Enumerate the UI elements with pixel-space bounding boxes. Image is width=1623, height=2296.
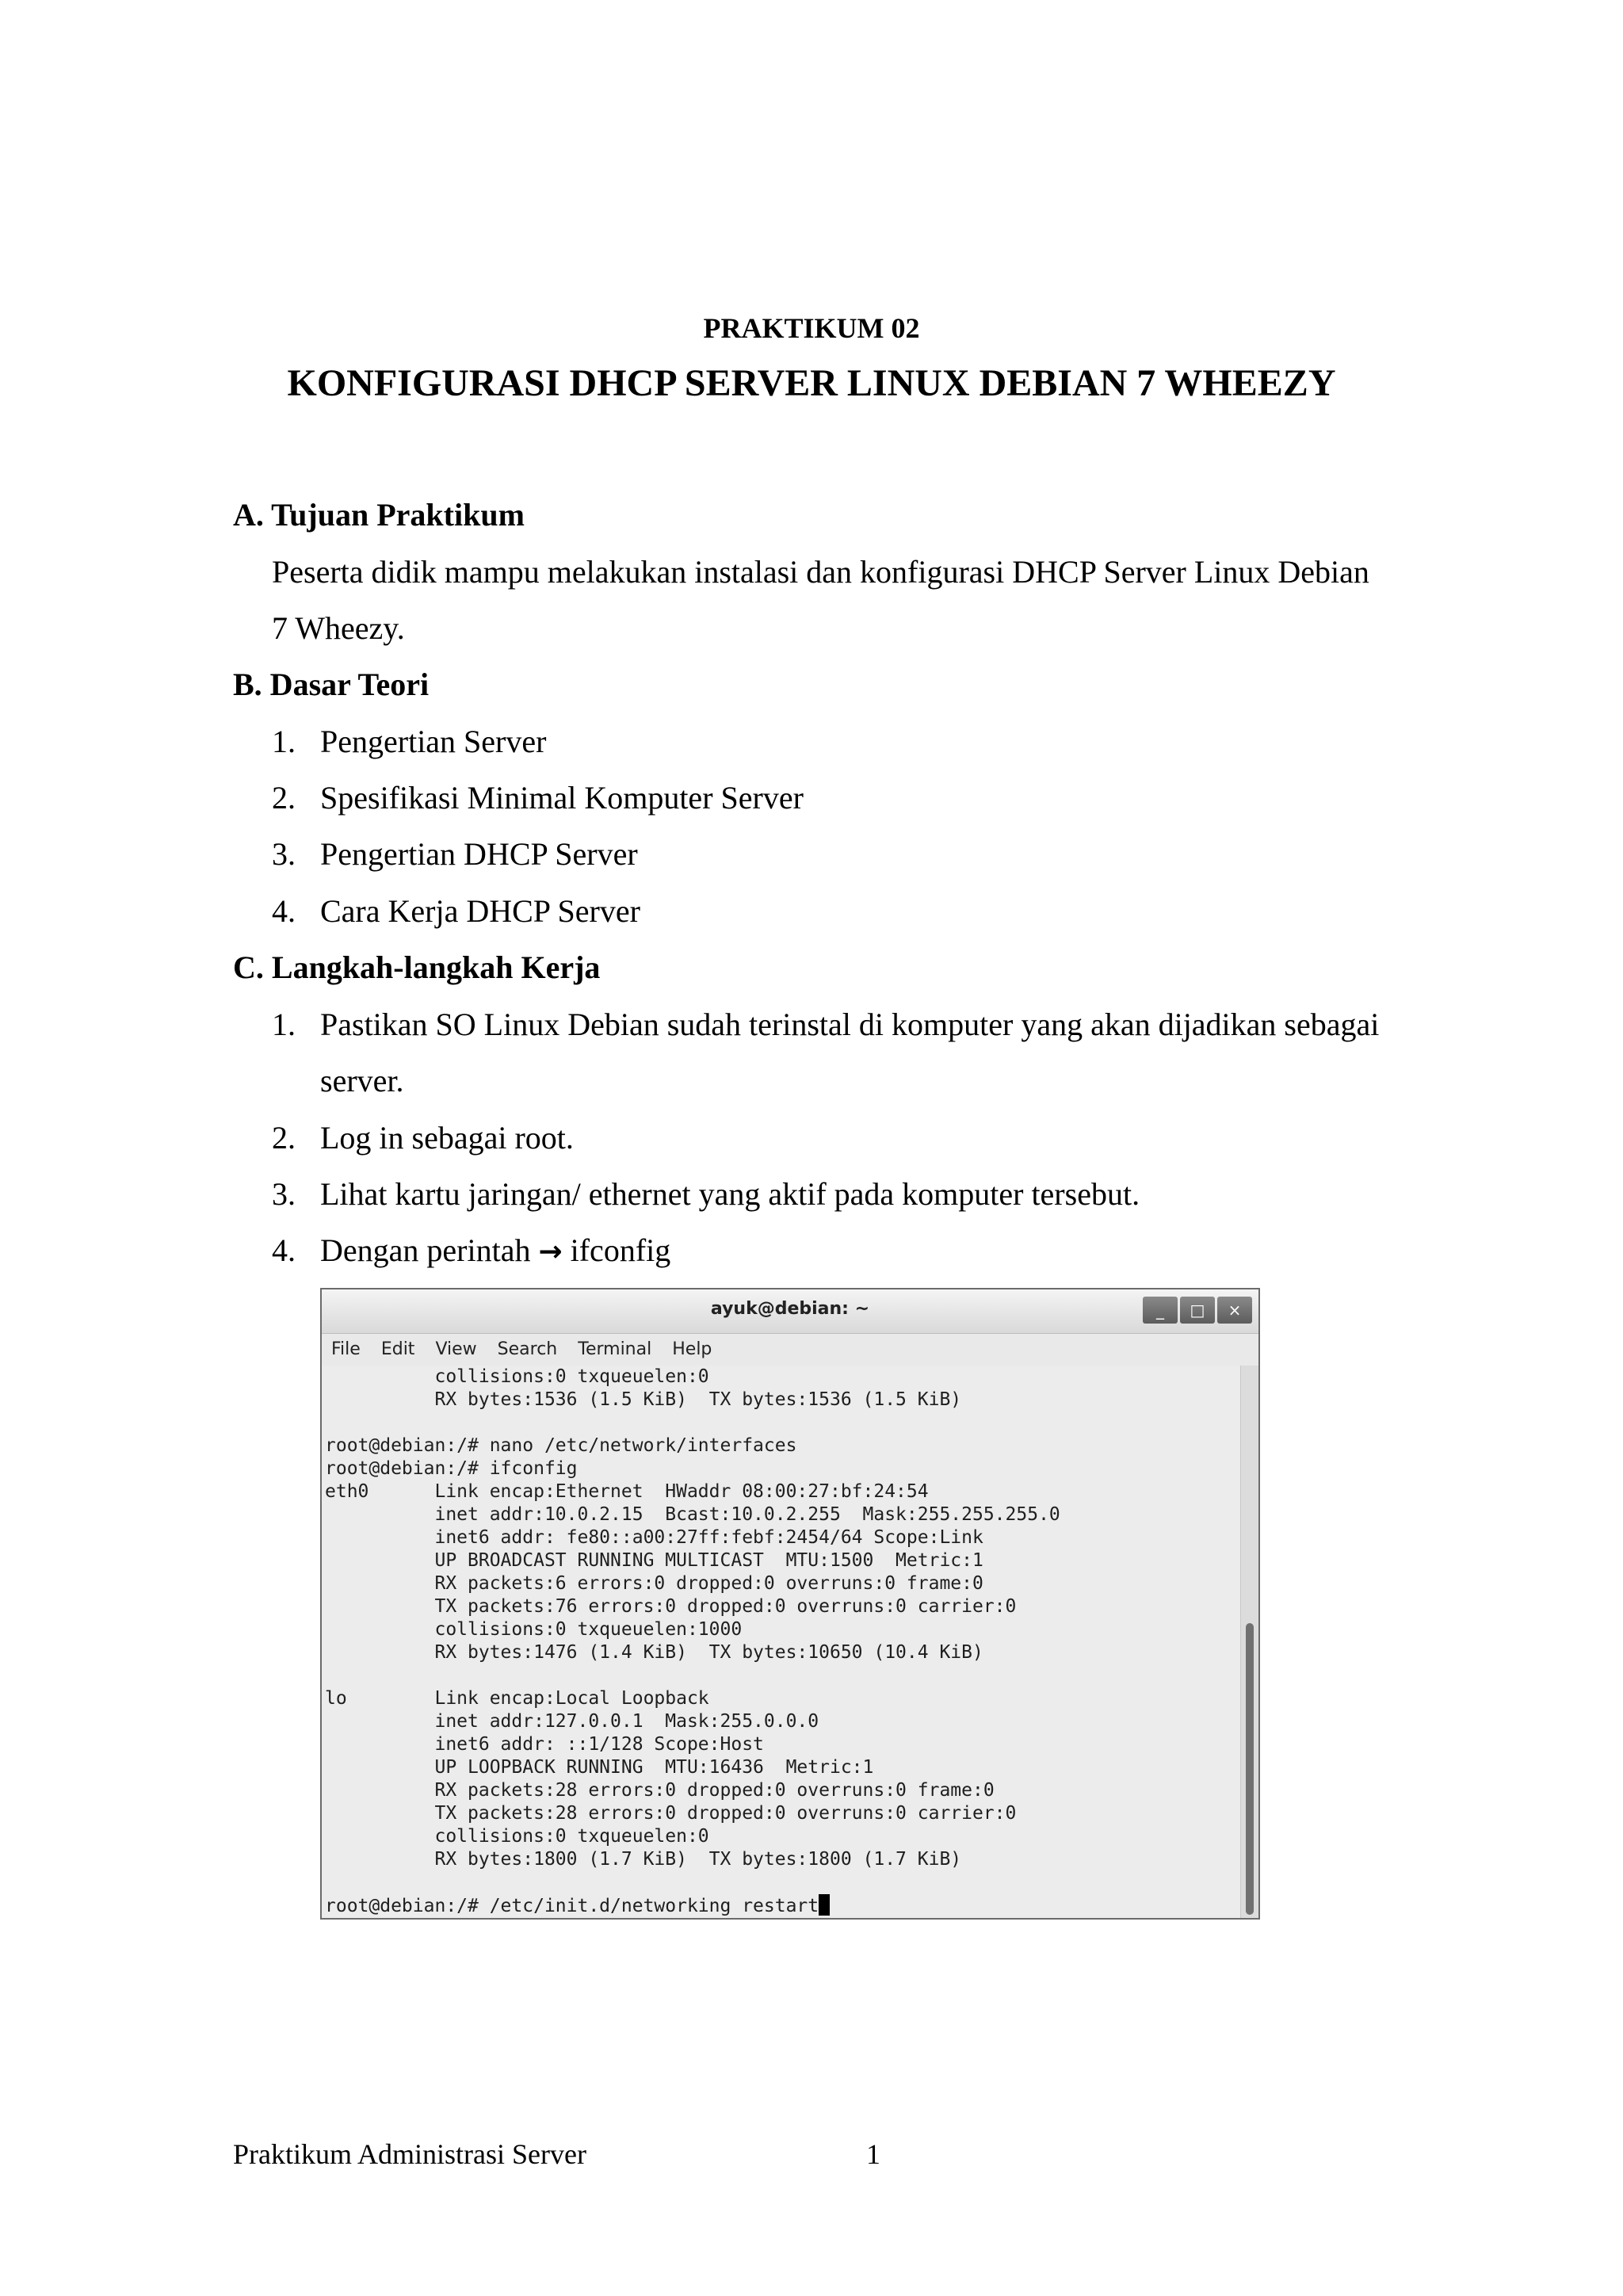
terminal-line: TX packets:76 errors:0 dropped:0 overruns:0 carrier:0	[325, 1596, 1017, 1617]
maximize-icon[interactable]: □	[1180, 1297, 1215, 1324]
section-b-item: Pengertian DHCP Server	[320, 836, 638, 872]
minimize-icon[interactable]: _	[1143, 1297, 1178, 1324]
section-c-item-number: 1.	[272, 1007, 296, 1042]
terminal-title: ayuk@debian: ~	[710, 1299, 870, 1319]
terminal-line: UP LOOPBACK RUNNING MTU:16436 Metric:1	[325, 1757, 874, 1778]
command-name: ifconfig	[570, 1232, 671, 1268]
window-controls	[1143, 1297, 1252, 1324]
terminal-titlebar[interactable]	[322, 1289, 1258, 1334]
terminal-line: inet addr:127.0.0.1 Mask:255.0.0.0	[325, 1711, 819, 1732]
terminal-line: TX packets:28 errors:0 dropped:0 overruns:0 carrier:0	[325, 1803, 1017, 1824]
section-b-item-number: 2.	[272, 780, 296, 816]
section-c-heading: C. Langkah-langkah Kerja	[233, 949, 601, 985]
terminal-line: root@debian:/# nano /etc/network/interfaces	[325, 1435, 797, 1456]
section-c-item-number: 3.	[272, 1176, 296, 1212]
close-icon[interactable]: ×	[1217, 1297, 1252, 1324]
section-b-item-number: 4.	[272, 893, 296, 929]
section-c-item-continuation: server.	[320, 1063, 404, 1098]
terminal-scrollbar[interactable]	[1240, 1366, 1258, 1918]
terminal-line: lo Link encap:Local Loopback	[325, 1688, 709, 1709]
terminal-lines	[325, 1366, 1060, 1918]
document-subtitle: PRAKTIKUM 02	[703, 312, 920, 344]
document-title: KONFIGURASI DHCP SERVER LINUX DEBIAN 7 WHEEZY	[287, 362, 1336, 404]
terminal-prompt-line	[325, 1894, 1060, 1918]
terminal-window	[320, 1288, 1260, 1920]
section-c-item: Log in sebagai root.	[320, 1120, 574, 1156]
section-b-item: Spesifikasi Minimal Komputer Server	[320, 780, 804, 816]
terminal-line: collisions:0 txqueuelen:0	[325, 1366, 709, 1387]
command-intro-text: Dengan perintah	[320, 1232, 531, 1268]
terminal-line: RX bytes:1536 (1.5 KiB) TX bytes:1536 (1.5 KiB)	[325, 1389, 962, 1410]
section-a-heading: A. Tujuan Praktikum	[233, 497, 525, 533]
section-c-item-command	[320, 1231, 670, 1272]
scrollbar-thumb[interactable]	[1246, 1623, 1254, 1915]
terminal-line: collisions:0 txqueuelen:1000	[325, 1619, 743, 1640]
terminal-line: RX bytes:1800 (1.7 KiB) TX bytes:1800 (1.7 KiB)	[325, 1849, 962, 1870]
terminal-line: UP BROADCAST RUNNING MULTICAST MTU:1500 Metric:1	[325, 1550, 983, 1571]
terminal-line: RX packets:6 errors:0 dropped:0 overruns:0 frame:0	[325, 1573, 983, 1594]
terminal-line: inet6 addr: fe80::a00:27ff:febf:2454/64 Scope:Link	[325, 1527, 983, 1548]
section-b-heading: B. Dasar Teori	[233, 667, 430, 702]
terminal-line: eth0 Link encap:Ethernet HWaddr 08:00:27:bf:24:54	[325, 1481, 929, 1502]
terminal-line	[325, 1871, 1060, 1894]
section-a-line-1: Peserta didik mampu melakukan instalasi dan konfigurasi DHCP Server Linux Debian	[272, 554, 1369, 590]
section-b-item-number: 3.	[272, 836, 296, 872]
section-c-item-number: 4.	[272, 1232, 296, 1268]
menu-view[interactable]: View	[435, 1339, 477, 1359]
terminal-line: RX bytes:1476 (1.4 KiB) TX bytes:10650 (10.4 KiB)	[325, 1642, 983, 1663]
terminal-line: collisions:0 txqueuelen:0	[325, 1826, 709, 1847]
section-b-item-number: 1.	[272, 724, 296, 759]
page-number: 1	[866, 2138, 880, 2170]
section-c-item: Lihat kartu jaringan/ ethernet yang aktif pada komputer tersebut.	[320, 1176, 1140, 1212]
terminal-line: inet6 addr: ::1/128 Scope:Host	[325, 1734, 764, 1755]
footer-course-name: Praktikum Administrasi Server	[233, 2138, 586, 2170]
terminal-line	[325, 1412, 1060, 1435]
right-arrow-icon: →	[538, 1236, 563, 1268]
terminal-prompt-text: root@debian:/# /etc/init.d/networking restart	[325, 1896, 819, 1916]
terminal-menubar	[322, 1334, 1258, 1366]
terminal-line: RX packets:28 errors:0 dropped:0 overruns:0 frame:0	[325, 1780, 995, 1801]
section-b-item: Cara Kerja DHCP Server	[320, 893, 640, 929]
menu-search[interactable]: Search	[497, 1339, 558, 1359]
section-c-item-number: 2.	[272, 1120, 296, 1156]
terminal-line: inet addr:10.0.2.15 Bcast:10.0.2.255 Mask:255.255.255.0	[325, 1504, 1060, 1525]
section-c-item: Pastikan SO Linux Debian sudah terinstal di komputer yang akan dijadikan sebagai	[320, 1007, 1380, 1042]
terminal-line: root@debian:/# ifconfig	[325, 1458, 578, 1479]
menu-help[interactable]: Help	[672, 1339, 712, 1359]
menu-file[interactable]: File	[331, 1339, 361, 1359]
cursor-icon	[819, 1894, 830, 1916]
terminal-line	[325, 1664, 1060, 1687]
menu-edit[interactable]: Edit	[380, 1339, 415, 1359]
menu-terminal[interactable]: Terminal	[578, 1339, 652, 1359]
section-a-line-2: 7 Wheezy.	[272, 610, 405, 646]
terminal-output[interactable]	[322, 1366, 1241, 1918]
section-b-item: Pengertian Server	[320, 724, 547, 759]
